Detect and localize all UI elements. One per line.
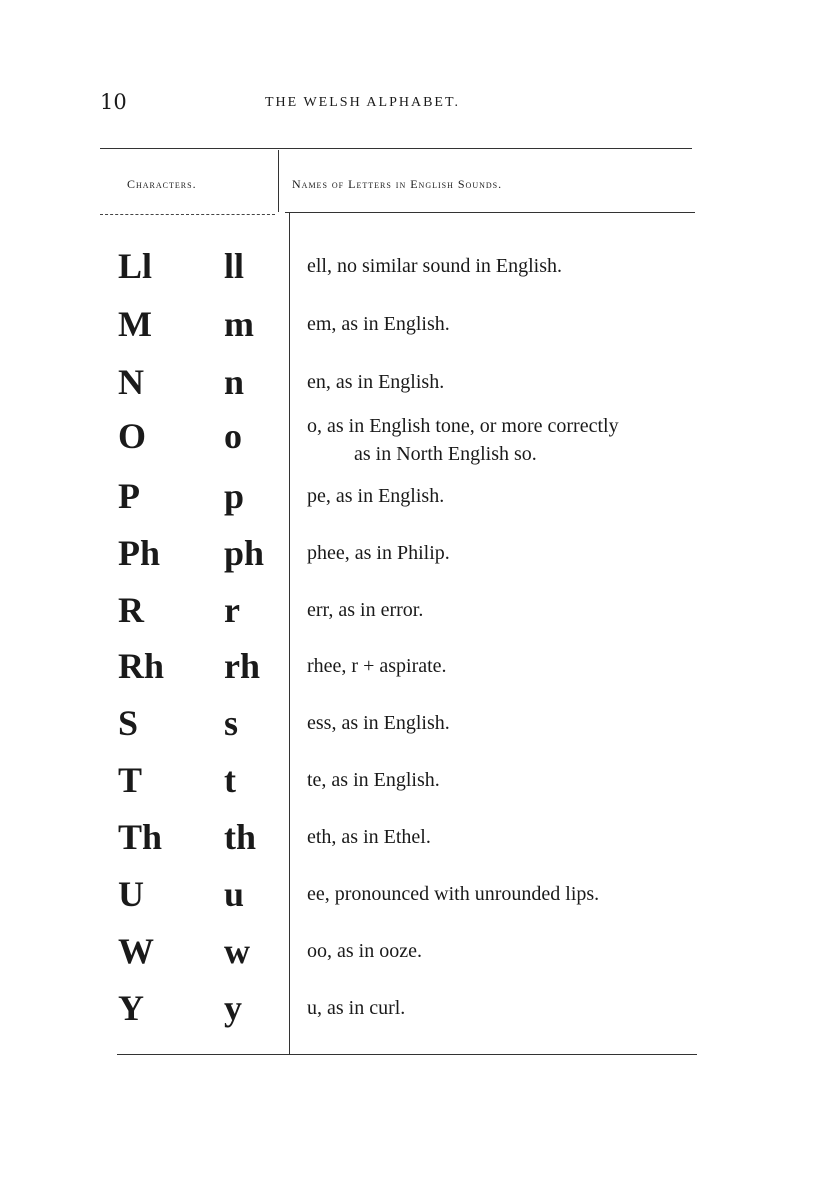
letter-description: [307, 880, 707, 908]
description-line: em, as in English.: [307, 313, 450, 335]
lowercase-character: rh: [224, 646, 260, 686]
lowercase-character: n: [224, 362, 245, 402]
description-continuation: as in North English so.: [354, 443, 537, 465]
column-divider-body: [289, 212, 290, 1054]
header-rule-left: [100, 214, 275, 215]
lowercase-character: ph: [224, 533, 265, 573]
description-line: u, as in curl.: [307, 997, 406, 1019]
header-rule-right: [285, 212, 695, 213]
uppercase-character: Rh: [118, 646, 165, 686]
description-line: err, as in error.: [307, 599, 424, 621]
description-line: ell, no similar sound in English.: [307, 255, 562, 277]
column-divider-header: [278, 150, 279, 212]
table-top-rule: [100, 148, 692, 149]
uppercase-character: S: [118, 703, 139, 743]
description-line: te, as in English.: [307, 769, 440, 791]
lowercase-character: y: [224, 988, 242, 1028]
uppercase-character: Ll: [118, 246, 153, 286]
letter-description: [307, 368, 707, 396]
lowercase-character: t: [224, 760, 236, 800]
letter-description: [307, 539, 707, 567]
letter-description: [307, 937, 707, 965]
column-header-names: Names of Letters in English Sounds.: [292, 177, 503, 191]
uppercase-character: U: [118, 874, 144, 914]
description-line: ee, pronounced with unrounded lips.: [307, 883, 600, 905]
letter-description: [307, 652, 707, 680]
description-line: eth, as in Ethel.: [307, 826, 431, 848]
table-bottom-rule: [117, 1054, 697, 1055]
uppercase-character: Th: [118, 817, 163, 857]
lowercase-character: w: [224, 931, 250, 971]
uppercase-character: O: [118, 416, 147, 456]
lowercase-character: p: [224, 476, 245, 516]
description-line: en, as in English.: [307, 371, 445, 393]
letter-description: [307, 823, 707, 851]
column-header-characters: Characters.: [127, 177, 197, 191]
lowercase-character: th: [224, 817, 257, 857]
uppercase-character: P: [118, 476, 140, 516]
uppercase-character: Y: [118, 988, 144, 1028]
lowercase-character: m: [224, 304, 254, 344]
letter-description: [307, 596, 707, 624]
uppercase-character: W: [118, 931, 154, 971]
letter-description: [307, 252, 707, 280]
uppercase-character: Ph: [118, 533, 161, 573]
letter-description: [307, 310, 707, 338]
description-line: phee, as in Philip.: [307, 542, 450, 564]
lowercase-character: r: [224, 590, 240, 630]
uppercase-character: T: [118, 760, 143, 800]
letter-description: [307, 412, 707, 468]
uppercase-character: R: [118, 590, 144, 630]
page-number: 10: [100, 90, 127, 114]
lowercase-character: ll: [224, 246, 245, 286]
letter-description: [307, 994, 707, 1022]
lowercase-character: u: [224, 874, 245, 914]
letter-description: [307, 482, 707, 510]
description-line: ess, as in English.: [307, 712, 450, 734]
uppercase-character: N: [118, 362, 144, 402]
description-line: o, as in English tone, or more correctly: [307, 415, 619, 437]
description-line: oo, as in ooze.: [307, 940, 422, 962]
description-line: rhee, r + aspirate.: [307, 655, 447, 677]
lowercase-character: s: [224, 703, 239, 743]
letter-description: [307, 709, 707, 737]
description-line: pe, as in English.: [307, 485, 445, 507]
letter-description: [307, 766, 707, 794]
running-title: THE WELSH ALPHABET.: [265, 95, 460, 110]
uppercase-character: M: [118, 304, 152, 344]
lowercase-character: o: [224, 416, 242, 456]
